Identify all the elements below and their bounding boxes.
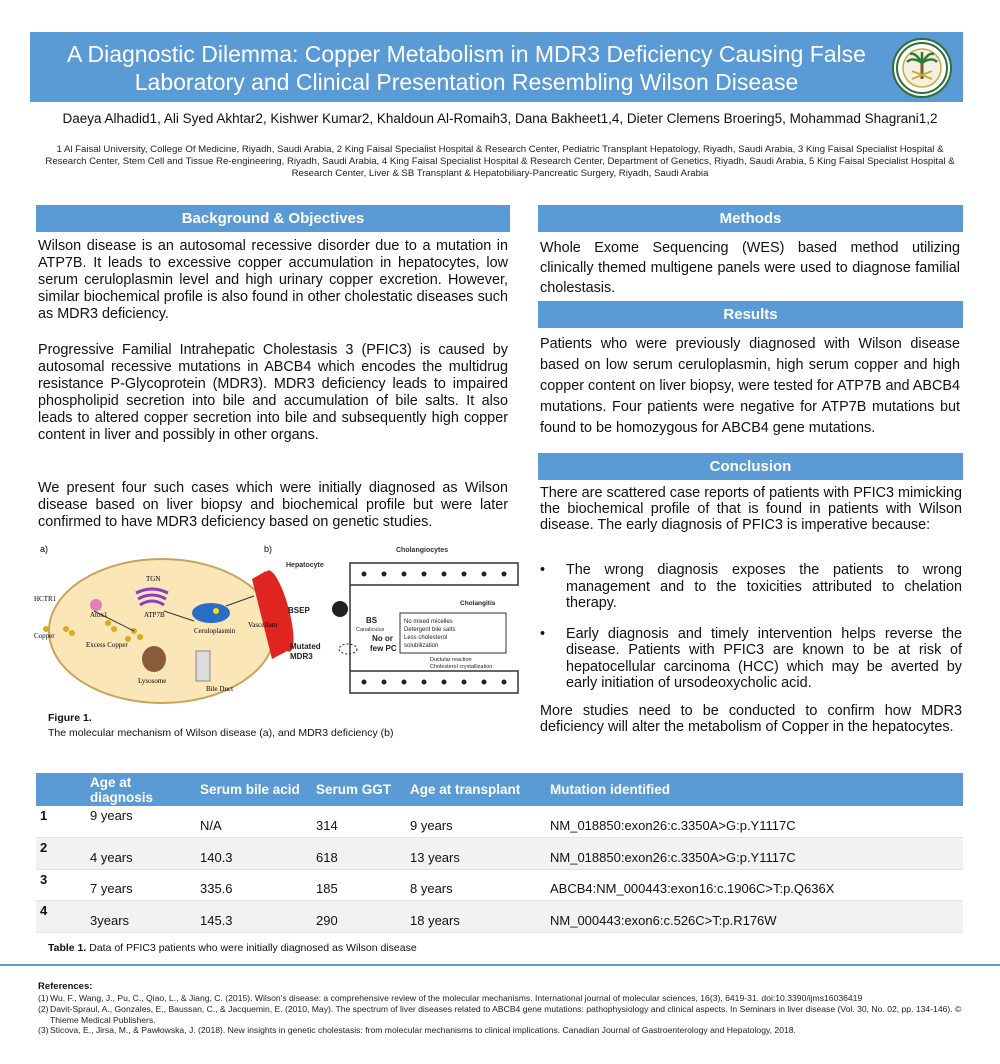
label-hctr1: HCTR1 [34,595,57,603]
table-header-row [36,773,963,806]
table-cell: NM_018850:exon26:c.3350A>G:p.Y1117C [546,838,963,870]
author-list: Daeya Alhadid1, Ali Syed Akhtar2, Kishwer Kumar2, Khaldoun Al-Romaih3, Dana Bakheet1,4, Dieter Clemens Broering5, Mohammad Shagrani1,2 [62,111,938,126]
label-less-cholesterol: Less cholesterol [404,635,448,641]
table-cell: 8 years [406,869,546,901]
divider [0,964,1000,966]
methods-heading: Methods [538,205,963,232]
reference-item [38,1004,963,1026]
palm-emblem-icon [895,41,949,95]
table-header: Age at diagnosis [86,773,196,806]
label-ductular-reaction: Ductular reaction [430,657,472,663]
label-bs: BS [366,616,378,625]
table-cell: ABCB4:NM_000443:exon16:c.1906C>T:p.Q636X [546,869,963,901]
lysosome-shape [142,646,166,672]
bullet-text: The wrong diagnosis exposes the patients to wrong management and to the toxicities attributed to chelation therapy. [566,562,962,611]
conclusion-intro: There are scattered case reports of patients with PFIC3 mimicking the biochemical profile of that is found in patients with Wilson disease. The early diagnosis of PFIC3 is imperative because: [540,485,962,533]
table-cell: 18 years [406,901,546,933]
table-cell: 9 years [406,806,546,838]
mdr3-mechanism-diagram [286,547,518,693]
results-heading: Results [538,301,963,328]
bullet-dot-icon: • [540,625,546,642]
conclusion-outro: More studies need to be conducted to confirm how MDR3 deficiency will alter the metabolism of Copper in the hepatocytes. [540,703,962,735]
table-header: Serum GGT [312,773,406,806]
reference-number: (3) [38,1025,49,1036]
table-cell: 145.3 [196,901,312,933]
label-few-pc: few PC [370,644,397,653]
atox1-shape [90,599,102,611]
table-cell: 3 [36,869,86,901]
label-cholangitis: Cholangitis [460,600,496,607]
figure-caption: The molecular mechanism of Wilson disease (a), and MDR3 deficiency (b) [48,727,394,739]
title-line-2: Laboratory and Clinical Presentation Resembling Wilson Disease [134,69,799,95]
label-ceruloplasmin: Ceruloplasmin [194,627,236,635]
table-header: Serum bile acid [196,773,312,806]
background-paragraph-1: Wilson disease is an autosomal recessive disorder due to a mutation in ATP7B. It leads to excessive copper accumulation in hepatocytes, low serum ceruloplasmin level and high urinary copper excretion. However, similar biochemical profile is also found in other cholestatic diseases such as MDR3 deficiency. [38,238,508,322]
table-caption-text: Data of PFIC3 patients who were initially diagnosed as Wilson disease [86,942,417,954]
reference-text: Davit-Spraul, A., Gonzales, E., Baussan, C., & Jacquemin, E. (2010, May). The spectrum of liver diseases related to ABCB4 gene mutations: pathophysiology and clinical aspects. In Seminars in liver disease (Vol. 30, No. 02, pp. 134-146). © Thieme Medical Publishers. [50,1003,962,1025]
methods-text: Whole Exome Sequencing (WES) based method utilizing clinically themed multigene panels were used to diagnose familial cholestasis. [540,240,960,296]
table-cell: 4 years [86,838,196,870]
bullet-text: Early diagnosis and timely intervention helps reverse the disease. Patients with PFIC3 are known to be at risk of hepatocellular carcinoma (HCC) which may be averted by early initiation of ursodeoxycholic acid. [566,625,962,691]
table-cell: 3years [86,901,196,933]
mutated-mdr3-shape [339,644,357,654]
label-canaliculus: Canaliculus [356,627,385,633]
bullet-dot-icon: • [540,562,546,578]
table-cell: 4 [36,901,86,933]
reference-item [38,1025,963,1036]
label-vascellum: Vascellum [248,621,278,629]
table-cell: N/A [196,806,312,838]
table-cell: 335.6 [196,869,312,901]
ceruloplasmin-shape [192,603,230,623]
reference-item [38,993,963,1004]
table-row [36,838,963,870]
table-header: Mutation identified [546,773,963,806]
label-lysosome: Lysosome [138,677,167,685]
figure-1 [34,541,524,711]
label-hepatocyte: Hepatocyte [286,562,324,569]
conclusion-bullet-list [540,562,962,706]
label-solubilization: solubilization [404,643,439,649]
title-banner [30,32,963,102]
conclusion-bullet [540,562,962,612]
results-text: Patients who were previously diagnosed with Wilson disease based on low serum ceruloplasmin, high serum copper and high copper content on liver biopsy, were tested for ATP7B and ABCB4 mutations. Four patients were negative for ATP7B mutations but found to be homozygous for ABCB4 gene mutations. [540,336,960,436]
reference-number: (1) [38,993,49,1003]
label-bile-duct: Bile Duct [206,685,234,693]
table-cell: 9 years [86,806,196,838]
bsep-transporter-shape [332,601,348,617]
patient-data-table [36,773,963,933]
bile-duct-shape [196,651,210,681]
reference-number: (2) [38,1003,49,1014]
background-paragraph-3: We present four such cases which were initially diagnosed as Wilson disease based on liver biopsy and biochemical profile but were later confirmed to have MDR3 deficiency based on genetic studies. [38,480,508,530]
background-heading: Background & Objectives [36,205,510,232]
figure-caption-title: Figure 1. [48,712,92,724]
panel-a-label: a) [40,544,49,554]
label-copper: Copper [34,632,55,640]
table-cell: 1 [36,806,86,838]
label-cholesterol-crystallization: Cholesterol crystallization [430,664,493,670]
reference-text: Wu, F., Wang, J., Pu, C., Qiao, L., & Jiang, C. (2015). Wilson's disease: a comprehensive review of the molecular mechanisms. International journal of molecular sciences, 16(3), 6419-31. doi:10.3390/ijms16036419 [50,993,863,1003]
label-atp7b: ATP7B [144,611,165,619]
table-row [36,869,963,901]
label-mdr3: MDR3 [290,652,313,661]
label-excess-copper: Excess Copper [86,641,128,649]
label-no-or: No or [372,634,393,643]
table-cell: 140.3 [196,838,312,870]
table-header: Age at transplant [406,773,546,806]
references-list [38,993,963,1036]
university-seal-logo [892,38,952,98]
label-atox1: Atox1 [90,611,108,619]
table-cell: NM_018850:exon26:c.3350A>G:p.Y1117C [546,806,963,838]
conclusion-bullet [540,626,962,692]
table-cell: 13 years [406,838,546,870]
table-caption-label: Table 1. [48,942,87,954]
table-cell: NM_000443:exon6:c.526C>T:p.R176W [546,901,963,933]
table-row [36,806,963,838]
reference-text: Sticova, E., Jirsa, M., & Pawłowska, J. (2018). New insights in genetic cholestasis: from molecular mechanisms to clinical implications. Canadian Journal of Gastroenterology and Hepatology, 2018. [50,1025,796,1036]
label-bsep: BSEP [288,606,310,615]
table-header [36,773,86,806]
label-tgn: TGN [146,575,161,583]
table-cell: 314 [312,806,406,838]
table-cell: 290 [312,901,406,933]
label-detergent-bile-salts: Detergent bile salts [404,627,456,633]
conclusion-heading: Conclusion [538,453,963,480]
references-title: References: [38,981,93,992]
table-cell: 185 [312,869,406,901]
panel-b-label: b) [264,544,273,554]
table-caption [48,942,417,954]
table-row [36,901,963,933]
background-paragraph-2: Progressive Familial Intrahepatic Cholestasis 3 (PFIC3) is caused by autosomal recessive mutations in ABCB4 which encodes the multidrug resistance P-Glycoprotein (MDR3). MDR3 deficiency leads to impaired phospholipid secretion into bile and accumulation of bile salts. It also leads to altered copper secretion into bile and subsequently high copper content in liver and possibly in other organs. [38,342,508,443]
table-cell: 2 [36,838,86,870]
label-cholangiocytes: Cholangiocytes [396,547,449,554]
label-mutated: Mutated [290,642,321,651]
affiliations: 1 Al Faisal University, College Of Medicine, Riyadh, Saudi Arabia, 2 King Faisal Specialist Hospital & Research Center, Pediatric Transplant Hepatology, Riyadh, Saudi Arabia, 3 King Faisal Specialist Hospital & Research Center, Stem Cell and Tissue Re-engineering, Riyadh, Saudi Arabia, 4 King Faisal Specialist Hospital & Research Center, Department of Genetics, Riyadh, Saudi Arabia, 5 King Faisal Specialist Hospital & Research Center, Liver & SB Transplant & Hepatobiliary-Pancreatic Surgery, Riyadh, Saudi Arabia [45,144,955,179]
table-cell: 618 [312,838,406,870]
table-cell: 7 years [86,869,196,901]
title-line-1: A Diagnostic Dilemma: Copper Metabolism in MDR3 Deficiency Causing False [67,41,866,67]
label-no-mixed-micelles: No mixed micelles [404,619,453,625]
